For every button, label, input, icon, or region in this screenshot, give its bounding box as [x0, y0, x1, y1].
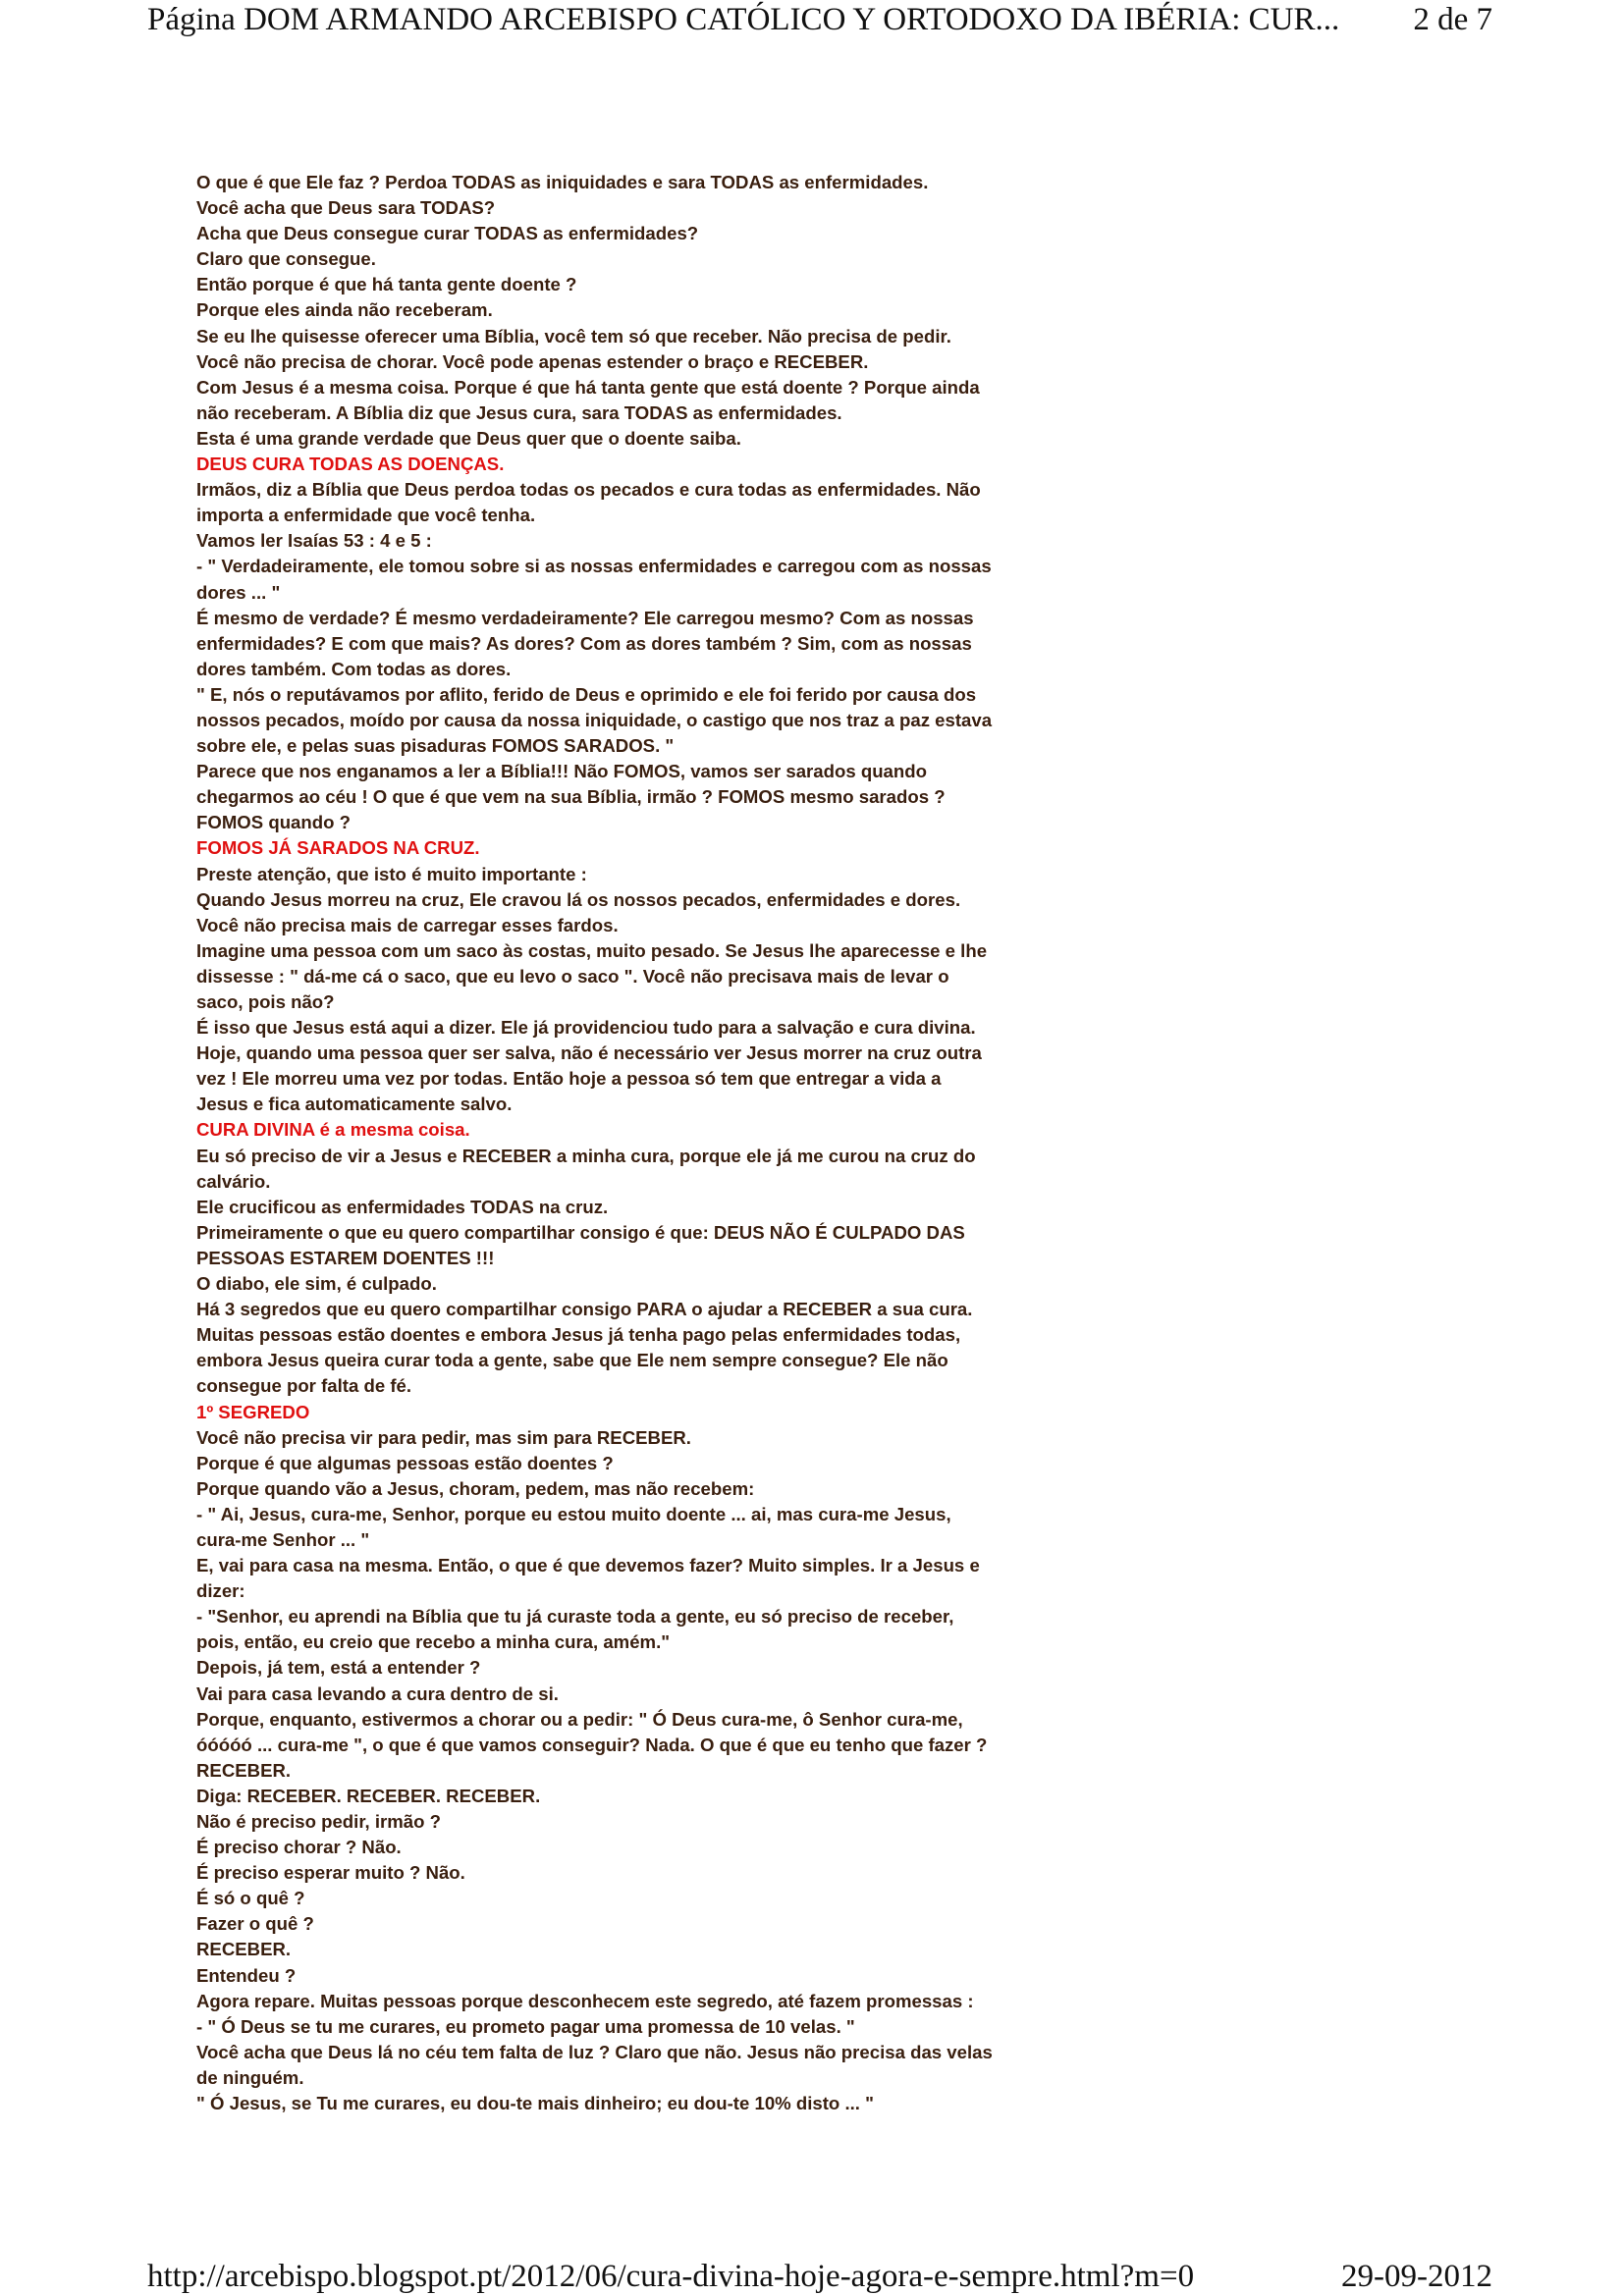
- article-body: [196, 170, 1021, 2116]
- text-line: Porque quando vão a Jesus, choram, pedem, mas não recebem:: [196, 1477, 755, 1499]
- text-line: Esta é uma grande verdade que Deus quer que o doente saiba.: [196, 427, 741, 449]
- text-line: saco, pois não?: [196, 991, 335, 1012]
- text-line: Depois, já tem, está a entender ?: [196, 1657, 481, 1679]
- text-line: Jesus e fica automaticamente salvo.: [196, 1094, 513, 1115]
- text-line: consegue por falta de fé.: [196, 1375, 412, 1397]
- text-line: Vai para casa levando a cura dentro de si.: [196, 1682, 559, 1704]
- text-line: - " Ó Deus se tu me curares, eu prometo pagar uma promessa de 10 velas. ": [196, 2015, 855, 2037]
- text-line: Diga: RECEBER. RECEBER. RECEBER.: [196, 1785, 541, 1806]
- text-line: Preste atenção, que isto é muito importante :: [196, 863, 587, 884]
- source-url: http://arcebispo.blogspot.pt/2012/06/cura-divina-hoje-agora-e-sempre.html?m=0: [147, 2259, 1195, 2294]
- text-line: Não é preciso pedir, irmão ?: [196, 1811, 442, 1832]
- text-line: É preciso chorar ? Não.: [196, 1837, 402, 1858]
- text-line: Você acha que Deus lá no céu tem falta de luz ? Claro que não. Jesus não precisa das velas: [196, 2041, 993, 2062]
- text-line: Acha que Deus consegue curar TODAS as enfermidades?: [196, 223, 699, 244]
- highlighted-text: 1º SEGREDO: [196, 1401, 310, 1422]
- text-line: cura-me Senhor ... ": [196, 1528, 370, 1550]
- text-line: Parece que nos enganamos a ler a Bíblia!!! Não FOMOS, vamos ser sarados quando: [196, 761, 927, 782]
- text-line: FOMOS quando ?: [196, 812, 351, 833]
- text-line: O diabo, ele sim, é culpado.: [196, 1273, 437, 1295]
- text-line: óóóóó ... cura-me ", o que é que vamos conseguir? Nada. O que é que eu tenho que fazer ?: [196, 1734, 988, 1755]
- text-line: embora Jesus queira curar toda a gente, sabe que Ele nem sempre consegue? Ele não: [196, 1350, 948, 1371]
- text-line: Hoje, quando uma pessoa quer ser salva, não é necessário ver Jesus morrer na cruz outra: [196, 1042, 982, 1064]
- text-line: E, vai para casa na mesma. Então, o que é que devemos fazer? Muito simples. Ir a Jesus e: [196, 1555, 980, 1576]
- text-line: Imagine uma pessoa com um saco às costas, muito pesado. Se Jesus lhe aparecesse e lhe: [196, 939, 988, 961]
- text-line: sobre ele, e pelas suas pisaduras FOMOS SARADOS. ": [196, 735, 675, 757]
- text-line: Você não precisa vir para pedir, mas sim para RECEBER.: [196, 1426, 691, 1448]
- text-line: Se eu lhe quisesse oferecer uma Bíblia, você tem só que receber. Não precisa de pedir.: [196, 325, 951, 347]
- text-line: Com Jesus é a mesma coisa. Porque é que há tanta gente que está doente ? Porque ainda: [196, 376, 980, 398]
- highlighted-text: FOMOS JÁ SARADOS NA CRUZ.: [196, 837, 480, 859]
- text-line: " Ó Jesus, se Tu me curares, eu dou-te mais dinheiro; eu dou-te 10% disto ... ": [196, 2093, 874, 2114]
- section-heading: [196, 1117, 1021, 1143]
- text-line: dissesse : " dá-me cá o saco, que eu levo o saco ". Você não precisava mais de levar o: [196, 965, 949, 987]
- highlighted-text: DEUS CURA TODAS AS DOENÇAS.: [196, 454, 505, 475]
- text-line: Entendeu ?: [196, 1964, 297, 1986]
- section-heading: [196, 835, 1021, 861]
- text-line: Porque eles ainda não receberam.: [196, 299, 493, 321]
- text-line: dores também. Com todas as dores.: [196, 658, 512, 679]
- text-line: Você não precisa de chorar. Você pode apenas estender o braço e RECEBER.: [196, 350, 869, 372]
- text-line: Porque, enquanto, estivermos a chorar ou a pedir: " Ó Deus cura-me, ô Senhor cura-me,: [196, 1708, 963, 1730]
- text-line: Vamos ler Isaías 53 : 4 e 5 :: [196, 530, 432, 552]
- text-line: Há 3 segredos que eu quero compartilhar consigo PARA o ajudar a RECEBER a sua cura.: [196, 1299, 973, 1320]
- text-line: Fazer o quê ?: [196, 1913, 314, 1935]
- text-line: É mesmo de verdade? É mesmo verdadeiramente? Ele carregou mesmo? Com as nossas: [196, 607, 974, 628]
- section-heading: [196, 1400, 1021, 1425]
- text-line: RECEBER.: [196, 1759, 292, 1781]
- text-line: É isso que Jesus está aqui a dizer. Ele já providenciou tudo para a salvação e cura divina.: [196, 1017, 976, 1039]
- text-line: Quando Jesus morreu na cruz, Ele cravou lá os nossos pecados, enfermidades e dores.: [196, 888, 961, 910]
- text-line: Agora repare. Muitas pessoas porque desconhecem este segredo, até fazem promessas :: [196, 1990, 974, 2011]
- text-line: Primeiramente o que eu quero compartilhar consigo é que: DEUS NÃO É CULPADO DAS: [196, 1221, 965, 1243]
- text-line: de ninguém.: [196, 2066, 304, 2088]
- text-line: não receberam. A Bíblia diz que Jesus cura, sara TODAS as enfermidades.: [196, 401, 842, 423]
- text-line: Eu só preciso de vir a Jesus e RECEBER a minha cura, porque ele já me curou na cruz do: [196, 1145, 976, 1166]
- text-line: nossos pecados, moído por causa da nossa iniquidade, o castigo que nos traz a paz estava: [196, 709, 993, 730]
- text-line: calvário.: [196, 1170, 271, 1192]
- text-line: " E, nós o reputávamos por aflito, ferido de Deus e oprimido e ele foi ferido por causa dos: [196, 683, 977, 705]
- text-line: PESSOAS ESTAREM DOENTES !!!: [196, 1247, 495, 1268]
- text-line: - "Senhor, eu aprendi na Bíblia que tu já curaste toda a gente, eu só preciso de receber,: [196, 1606, 954, 1628]
- page-title: Página DOM ARMANDO ARCEBISPO CATÓLICO Y ORTODOXO DA IBÉRIA: CUR...: [147, 2, 1340, 37]
- text-line: importa a enfermidade que você tenha.: [196, 505, 536, 526]
- text-line: enfermidades? E com que mais? As dores? Com as dores também ? Sim, com as nossas: [196, 632, 972, 654]
- text-line: - " Verdadeiramente, ele tomou sobre si as nossas enfermidades e carregou com as nossas: [196, 556, 992, 577]
- text-line: Você acha que Deus sara TODAS?: [196, 197, 496, 219]
- text-line: Você não precisa mais de carregar esses fardos.: [196, 914, 619, 935]
- text-line: Porque é que algumas pessoas estão doentes ?: [196, 1452, 614, 1473]
- text-line: pois, então, eu creio que recebo a minha cura, amém.": [196, 1631, 671, 1653]
- print-date: 29-09-2012: [1341, 2259, 1492, 2294]
- text-line: É preciso esperar muito ? Não.: [196, 1862, 465, 1884]
- text-line: É só o quê ?: [196, 1888, 305, 1909]
- page-indicator: 2 de 7: [1413, 2, 1492, 37]
- text-line: chegarmos ao céu ! O que é que vem na sua Bíblia, irmão ? FOMOS mesmo sarados ?: [196, 786, 946, 808]
- print-header: [147, 0, 1492, 43]
- text-line: dizer:: [196, 1580, 245, 1602]
- text-line: Ele crucificou as enfermidades TODAS na cruz.: [196, 1196, 609, 1217]
- text-line: RECEBER.: [196, 1939, 292, 1960]
- highlighted-text: CURA DIVINA é a mesma coisa.: [196, 1119, 470, 1141]
- text-line: Muitas pessoas estão doentes e embora Jesus já tenha pago pelas enfermidades todas,: [196, 1324, 961, 1346]
- text-line: Então porque é que há tanta gente doente ?: [196, 274, 577, 295]
- text-line: dores ... ": [196, 581, 281, 603]
- text-line: O que é que Ele faz ? Perdoa TODAS as iniquidades e sara TODAS as enfermidades.: [196, 172, 929, 192]
- text-line: Irmãos, diz a Bíblia que Deus perdoa todas os pecados e cura todas as enfermidades. Não: [196, 479, 981, 501]
- print-footer: [147, 2258, 1492, 2296]
- text-line: - " Ai, Jesus, cura-me, Senhor, porque eu estou muito doente ... ai, mas cura-me Jesus,: [196, 1503, 951, 1524]
- section-heading: [196, 452, 1021, 477]
- text-line: vez ! Ele morreu uma vez por todas. Então hoje a pessoa só tem que entregar a vida a: [196, 1068, 942, 1090]
- text-line: Claro que consegue.: [196, 248, 376, 270]
